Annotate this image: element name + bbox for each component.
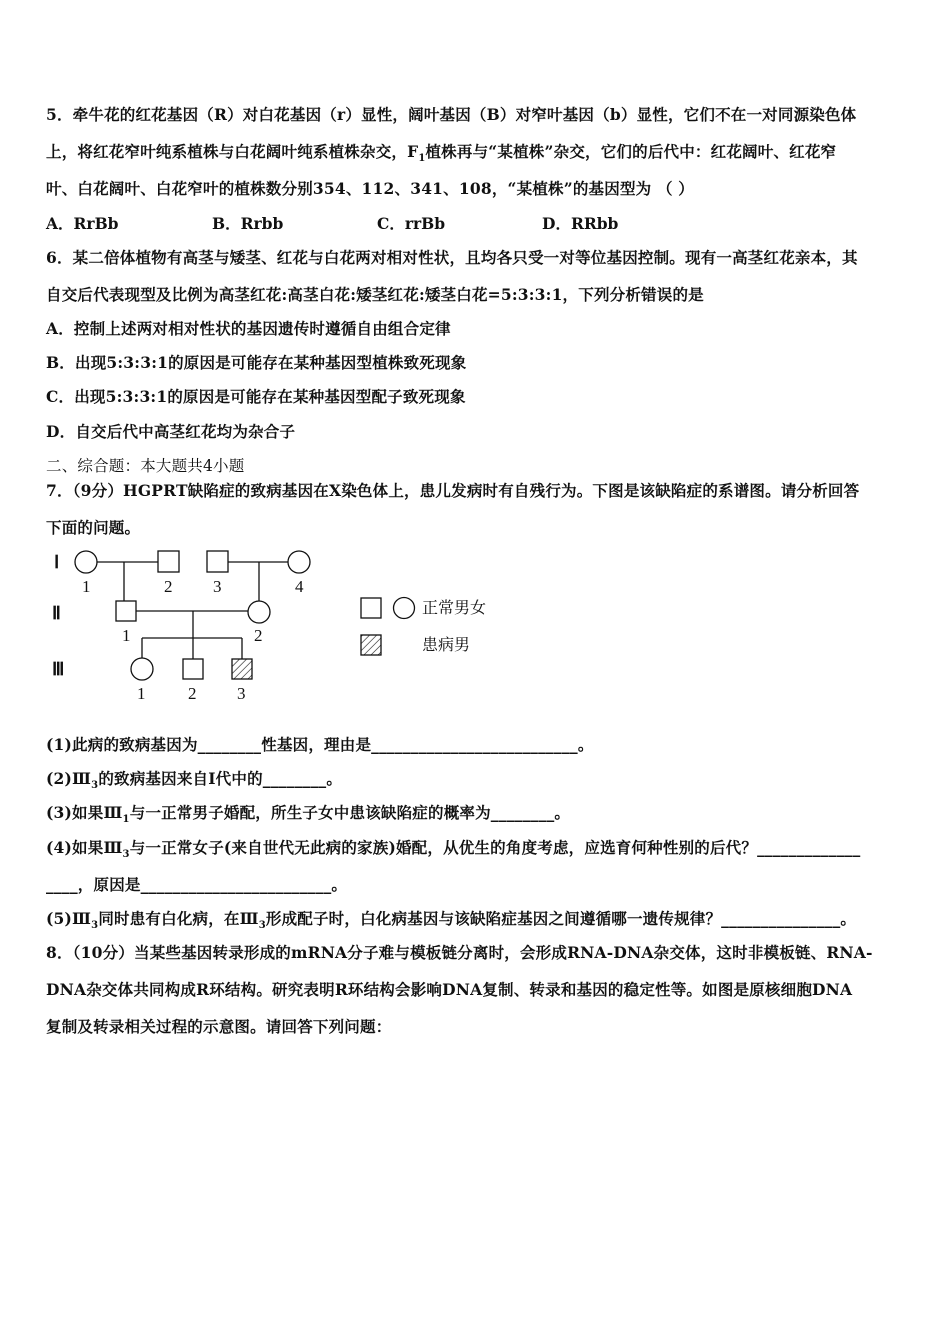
generation-2-label: Ⅱ (52, 603, 61, 623)
g1-label-4: 4 (295, 577, 304, 596)
q7-sub4-line2: ____，原因是________________________。 (46, 875, 348, 894)
q7-sub4: (4)如果$Ⅲ_3$与一正常女子(来自世代无此病的家族)婚配，从优生的角度考虑，应选育何种性别的后代？_____________ (46, 838, 861, 861)
g1-label-3: 3 (213, 577, 222, 596)
legend-normal-male-icon (361, 598, 381, 618)
legend-affected-male-icon (361, 635, 381, 655)
g1-label-2: 2 (164, 577, 173, 596)
q5-line1: 5．牵牛花的红花基因（R）对白花基因（r）显性，阔叶基因（B）对窄叶基因（b）显性，它们不在一对同源染色体 (46, 105, 857, 124)
g3-label-3: 3 (237, 684, 246, 703)
q7-sub1: (1)此病的致病基因为________性基因，理由是__________________________。 (46, 735, 594, 754)
q5-option-a: A．RrBb (46, 214, 119, 233)
q5-option-b: B．Rrbb (212, 214, 284, 233)
q8-line1: 8．（10分）当某些基因转录形成的mRNA分子难与模板链分离时，会形成RNA-DNA杂交体，这时非模板链、RNA- (46, 943, 873, 962)
g2-label-1: 1 (122, 626, 131, 645)
q6-line2: 自交后代表现型及比例为高茎红花:高茎白花:矮茎红花:矮茎白花=5:3:3:1，下列分析错误的是 (46, 285, 704, 304)
g3-male-2 (183, 659, 203, 679)
g2-female-2 (248, 601, 270, 623)
section-heading: 二、综合题：本大题共4小题 (46, 457, 245, 475)
q7-sub5: $(5)Ⅲ_3$同时患有白化病，在$Ⅲ_3$形成配子时，白化病基因与该缺陷症基因之间遵循哪一遗传规律？_______________。 (46, 909, 857, 932)
generation-3-label: Ⅲ (52, 659, 65, 679)
g2-male-1 (116, 601, 136, 621)
q8-line2: DNA杂交体共同构成R环结构。研究表明R环结构会影响DNA复制、转录和基因的稳定性等。如图是原核细胞DNA (46, 980, 853, 999)
g3-label-2: 2 (188, 684, 197, 703)
generation-1-label: Ⅰ (54, 552, 60, 572)
q6-option-b: B．出现5:3:3:1的原因是可能存在某种基因型植株致死现象 (46, 353, 467, 372)
q5-option-c: C．rrBb (377, 214, 446, 233)
g1-female-4 (288, 551, 310, 573)
legend-normal-female-icon (394, 598, 415, 619)
q7-line2: 下面的问题。 (46, 518, 141, 537)
legend-affected-label: 患病男 (422, 635, 471, 654)
q6-option-a: A．控制上述两对相对性状的基因遗传时遵循自由组合定律 (46, 319, 451, 338)
g2-label-2: 2 (254, 626, 263, 645)
g3-affected-male-3 (232, 659, 252, 679)
q8-line3: 复制及转录相关过程的示意图。请回答下列问题： (46, 1017, 392, 1036)
g1-male-3 (207, 551, 228, 572)
q6-option-c: C．出现5:3:3:1的原因是可能存在某种基因型配子致死现象 (46, 387, 466, 406)
q5-option-d: D．RRbb (542, 214, 619, 233)
pedigree-diagram (40, 540, 520, 710)
q6-option-d: D．自交后代中高茎红花均为杂合子 (46, 422, 296, 441)
q7-line1: 7．（9分）HGPRT缺陷症的致病基因在X染色体上，患儿发病时有自残行为。下图是该缺陷症的系谱图。请分析回答 (46, 481, 860, 500)
q7-sub2: $(2)Ⅲ_3$的致病基因来自Ⅰ代中的________。 (46, 769, 343, 792)
q5-line2: 上，将红花窄叶纯系植株与白花阔叶纯系植株杂交，$F_1$植株再与“某植株”杂交，它们的后代中：红花阔叶、红花窄 (46, 142, 837, 165)
q6-line1: 6．某二倍体植物有高茎与矮茎、红花与白花两对相对性状，且均各只受一对等位基因控制。现有一高茎红花亲本，其 (46, 248, 858, 267)
g1-male-2 (158, 551, 179, 572)
q7-sub3: (3)如果$Ⅲ_1$与一正常男子婚配，所生子女中患该缺陷症的概率为________。 (46, 803, 571, 826)
g3-female-1 (131, 658, 153, 680)
g1-female-1 (75, 551, 97, 573)
q5-line3: 叶、白花阔叶、白花窄叶的植株数分别354、112、341、108，“某植株”的基因型为 （ ） (46, 179, 694, 198)
legend-normal-label: 正常男女 (422, 598, 487, 617)
g1-label-1: 1 (82, 577, 91, 596)
g3-label-1: 1 (137, 684, 146, 703)
